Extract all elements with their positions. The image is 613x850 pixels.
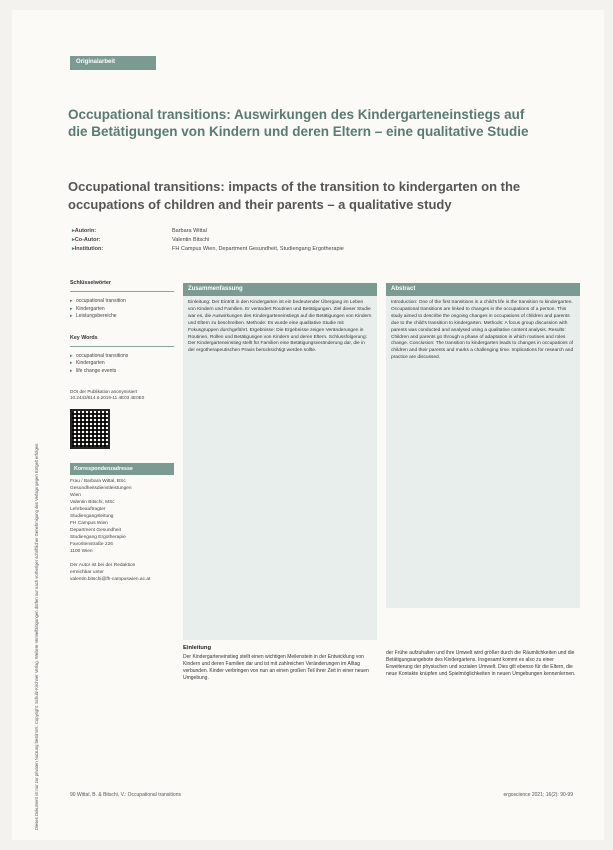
address-line: Department Gesundheit — [70, 528, 121, 533]
address-line: FH Campus Wien — [70, 521, 108, 526]
address-line: valentin.bitschi@fh-campuswien.ac.at — [70, 577, 151, 582]
address-line: Studiengangsleitung — [70, 514, 114, 519]
keywords-en-heading: Key Words — [70, 334, 98, 341]
body-column-left — [183, 645, 377, 682]
footer-right: ergoscience 2021; 16(2): 90-99 — [503, 792, 573, 798]
address-line: Favoritenstraße 226 — [70, 542, 113, 547]
address-line: Wien — [70, 493, 81, 498]
keywords-de-heading: Schlüsselwörter — [70, 280, 111, 286]
body-text: Der Kindergarteneinstieg stellt einen wichtigen Meilenstein in der Entwicklung von Kindern und deren Familien dar und ist mit zahlreichen Veränderungen im Alltag verbunden. Kinder verbringen von nun an einen großen Teil ihrer Zeit in einer neuen Umgebung. — [183, 653, 369, 681]
keyword-item: ▸ Kindergarten — [70, 306, 174, 314]
body-column-right — [386, 650, 580, 678]
address-line: Valentin Bitschi, MSc — [70, 500, 115, 505]
title-german: Occupational transitions: Auswirkungen des Kindergarteneinstiegs auf die Betätigungen von Kindern und deren Eltern – eine qualitative Studie — [68, 107, 529, 139]
footer-left: 90 Wittal, B. & Bitschi, V.: Occupational transitions — [70, 792, 181, 798]
address-line: 1100 Wien — [70, 549, 93, 554]
author-value: Barbara Wittal — [172, 227, 207, 234]
institution-key: ▸ Institution: — [72, 246, 172, 252]
summary-box-german — [183, 283, 377, 640]
keywords-de-list — [70, 298, 174, 321]
divider — [70, 291, 174, 292]
institution-row — [72, 244, 344, 253]
keyword-item: ▸ occupational transitions — [70, 353, 174, 361]
correspondence-address — [70, 479, 174, 584]
abstract-text: Introduction: One of the first transitions in a child's life is the transition to kindergarten. Occupational transitions are linked to changes in the occupations of a person. This study aimed to describe the ongoing changes in occupations of children and parents due to the child's transition to kindergarten. Methods: A focus group discussion with parents was conducted and analysed using a qualitative content analysis. Results: Children and parents go through a phase of adaptation in which routines and roles change. Conclusion: The transition to kindergarten leads to changes in occupations of children and their parents and marks a challenging time. Implications for research and practice are discussed. — [391, 300, 574, 361]
coauthor-key: ▸ Co-Autor: — [72, 237, 172, 243]
copyright-sidebar: Dieses Dokument ist nur zur privaten Nutzung bestimmt. Copyright: Schulz-Kirchner Verlag. Weitere Vervielfältigungen dürfen nur nach vorheriger schriftlicher Genehmigung des Verlags gegen Entgelt erfolgen. — [34, 442, 39, 830]
address-line — [70, 556, 174, 563]
address-line: Der Autor ist bei der Redaktion — [70, 563, 136, 568]
summary-heading: Zusammenfassung — [183, 283, 377, 296]
coauthor-value: Valentin Bitschi — [172, 236, 210, 243]
category-label: Originalarbeit — [70, 56, 156, 70]
section-heading: Einleitung — [183, 645, 212, 651]
qr-code-icon — [70, 409, 110, 449]
keyword-item: ▸ occupational transition — [70, 298, 174, 306]
left-sidebar — [70, 280, 174, 584]
keyword-item: ▸ Kindergarten — [70, 360, 174, 368]
summary-text: Einleitung: Der Eintritt in den Kindergarten ist ein bedeutender Übergang im Leben von Kindern und Familien. Er verändert Routinen und Betätigungen. Ziel dieser Studie war es, die Auswirkungen des Kindergarteneinstiegs auf die Betätigungen von Kindern und Eltern zu beschreiben. Methode: Es wurde eine qualitative Studie mit Fokusgruppen durchgeführt. Ergebnisse: Die Ergebnisse zeigen Veränderungen in Routinen, Rollen und Betätigungen von Kindern und deren Eltern. Schlussfolgerung: Der Kindergarteneinstieg stellt für Familien eine Betätigungsveränderung dar, die in der ergotherapeutischen Praxis berücksichtigt werden sollte. — [188, 300, 372, 354]
author-block — [72, 226, 344, 253]
address-line: erreichbar unter — [70, 570, 104, 575]
author-key: ▸ Autorin: — [72, 228, 172, 234]
address-line: Lehrbeauftragter — [70, 507, 106, 512]
correspondence-heading: Korrespondenzadresse — [70, 463, 174, 475]
keyword-item: ▸ life change events — [70, 368, 174, 376]
doi-text: DOI der Publikation anonymisiert 10.2443/814.6.2019-11 4E03 4E0E0 — [70, 389, 145, 400]
address-line: Studiengang Ergotherapie — [70, 535, 126, 540]
title-english: Occupational transitions: impacts of the transition to kindergarten on the occupations of children and their parents – a qualitative study — [68, 179, 521, 212]
institution-value: FH Campus Wien, Department Gesundheit, Studiengang Ergotherapie — [172, 245, 344, 252]
divider — [70, 346, 174, 347]
coauthor-row — [72, 235, 344, 244]
keyword-item: ▸ Leistungsbereiche — [70, 313, 174, 321]
address-line: Gesundheitsdienstleistungen — [70, 486, 132, 491]
address-line: Frau / Barbara Wittal, BSc — [70, 479, 126, 484]
abstract-heading: Abstract — [386, 283, 580, 296]
author-row — [72, 226, 344, 235]
abstract-box — [386, 283, 580, 608]
keywords-en-list — [70, 353, 174, 376]
body-text: der Frühe aufzuhalten und ihre Umwelt wird größer durch die Räumlichkeiten und die Betätigungsangebote des Kindergartens. Insgesamt kommt es also zu einer Erweiterung der physischen und sozialen Umwelt. Dies gilt ebenso für die Eltern, die neue Kontakte knüpfen und Spielmöglichkeiten in neuen Umgebungen kennenlernen. — [386, 650, 576, 677]
